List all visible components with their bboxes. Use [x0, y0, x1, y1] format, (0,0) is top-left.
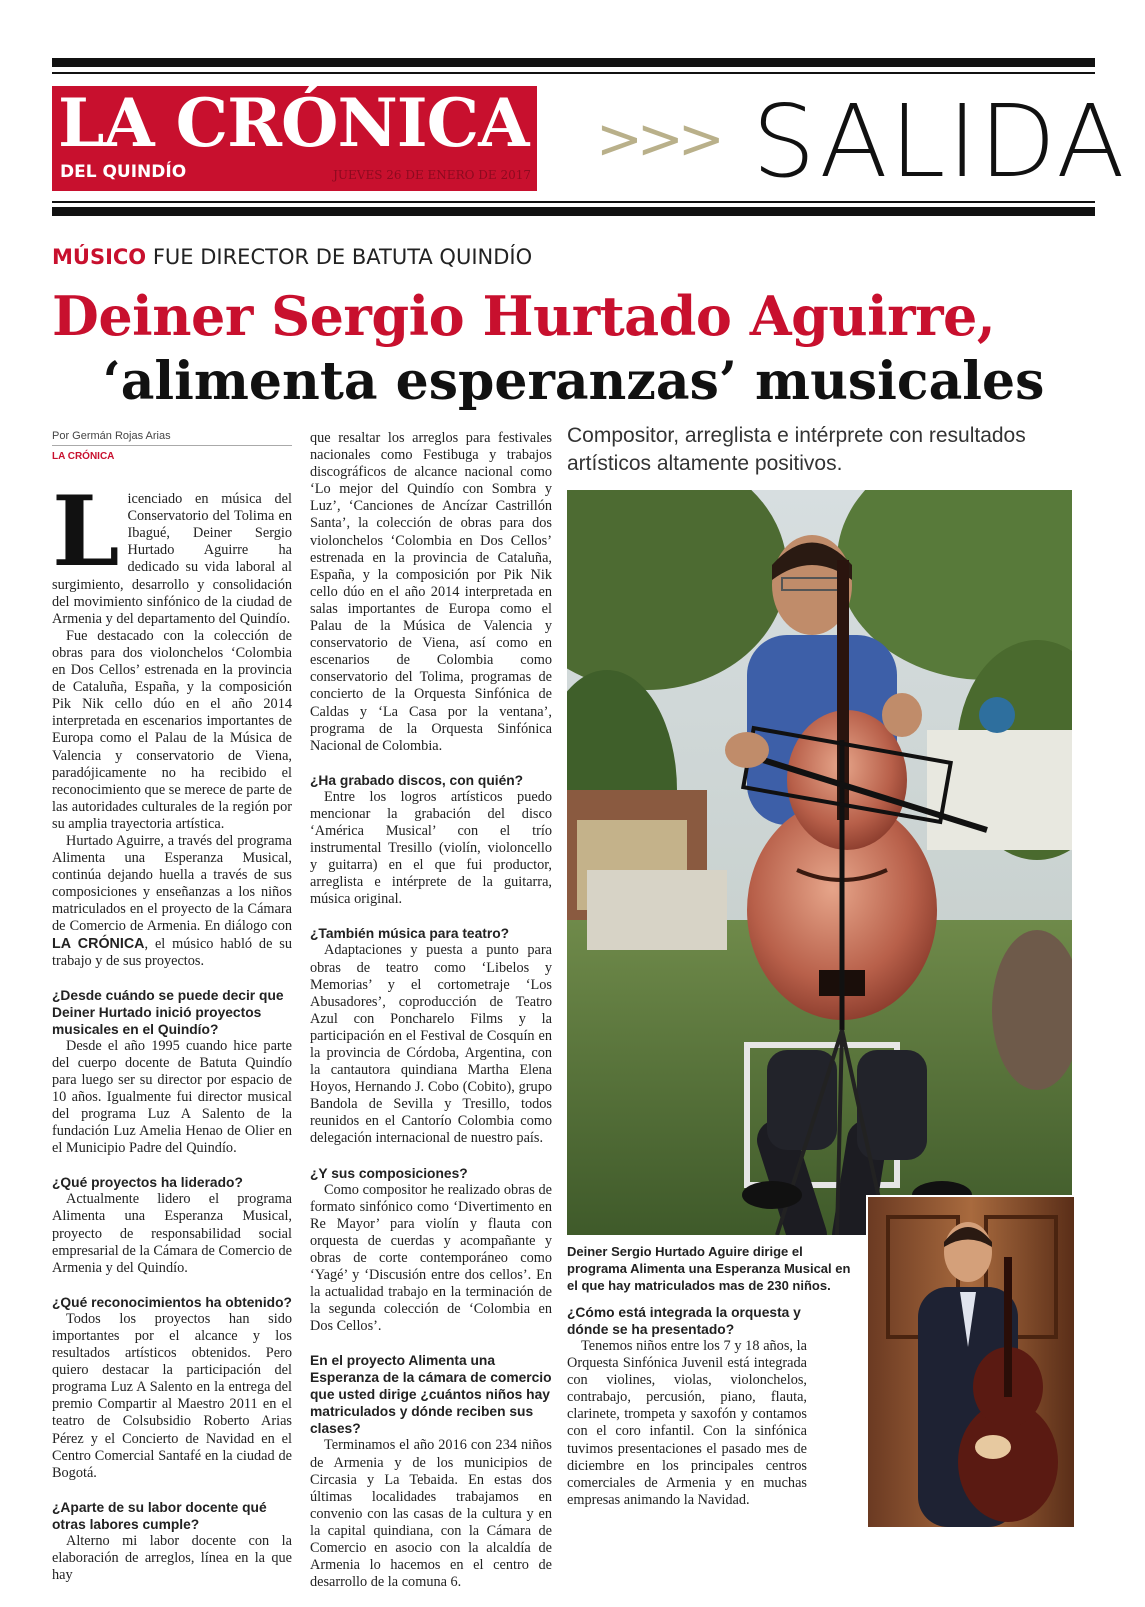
kicker-bold: MÚSICO	[52, 245, 147, 269]
paragraph: Hurtado Aguirre, a través del programa Alimenta una Esperanza Musical, continúa dejando huella a través de sus composiciones y enseñanzas a los niños matriculados en el proyecto de la Cámara de Comercio de Armenia. En diálogo con LA CRÓNICA, el músico habló de su trabajo y de sus proyectos.	[52, 832, 292, 969]
inline-brand: LA CRÓNICA	[52, 935, 145, 952]
answer: Alterno mi labor docente con la elaboración de arreglos, línea en la que hay	[52, 1532, 292, 1583]
top-rule-thick	[52, 58, 1095, 67]
question: En el proyecto Alimenta una Esperanza de la cámara de comercio que usted dirige ¿cuántos niños hay matriculados y dónde reciben sus clases?	[310, 1353, 552, 1437]
section-arrows: >>>	[596, 107, 719, 172]
section-title: SALIDA	[752, 83, 1127, 200]
photo-caption: Deiner Sergio Hurtado Aguire dirige el programa Alimenta una Esperanza Musical en el que hay matriculados mas de 230 niños.	[567, 1244, 851, 1293]
headline-line-2: ‘alimenta esperanzas’ musicales	[102, 351, 1045, 412]
paragraph: Fue destacado con la colección de obras para dos violonchelos ‘Colombia en Dos Cellos’ estrenada en la provincia de Cataluña, España, y la composición Pik Nik cello dúo en el año 2014 interpretada en escenarios importantes de Europa como el Palau de la Música de Valencia y conservatorio de Viena, paradójicamente no ha recibido el reconocimiento que se merece de parte de las autoridades culturales de la región por su amplia trayectoria artística.	[52, 627, 292, 832]
article-column-3	[567, 1304, 807, 1509]
cellist-photo-illustration	[567, 490, 1072, 1235]
byline-outlet: LA CRÓNICA	[52, 451, 115, 462]
cellist-portrait-illustration	[868, 1197, 1074, 1527]
question: ¿Qué proyectos ha liderado?	[52, 1175, 243, 1191]
question: ¿Y sus composiciones?	[310, 1165, 468, 1181]
deck-subtitle: Compositor, arreglista e intérprete con resultados artísticos altamente positivos.	[567, 424, 1026, 475]
article-column-2	[310, 430, 552, 1591]
headline-line-1: Deiner Sergio Hurtado Aguirre,	[52, 284, 996, 348]
cellist-photo	[567, 490, 1072, 1235]
kicker	[52, 244, 532, 270]
byline-author: Por Germán Rojas Arias	[52, 430, 292, 446]
answer: Entre los logros artísticos puedo mencionar la grabación del disco ‘América Musical’ con el trío instrumental Tresillo (violín, violoncello y guitarra) en el que fui productor, arreglista e intérprete de la guitarra, música original.	[310, 788, 552, 908]
answer: Adaptaciones y puesta a punto para obras de teatro como ‘Libelos y Memorias’ y el cortometraje ‘Los Abusadores’, coproducción de Teatro Azul con Poncharelo Films y la participación en el Festival de Cosquín en la provincia de Córdoba, Argentina, con la cantautora quindiana Martha Elena Hoyos, Hernando J. Cobo (Cobito), grupo Bandola de Sevilla y Tresillo, todos reunidos en el Cantorío Colombia como delegación internacional de nuestro país.	[310, 942, 552, 1147]
answer: Actualmente lidero el programa Alimenta una Esperanza Musical, proyecto de responsabilidad social empresarial de la Cámara de Comercio de Armenia y del Quindío.	[52, 1191, 292, 1276]
answer: Desde el año 1995 cuando hice parte del cuerpo docente de Batuta Quindío para luego ser su director por espacio de 10 años. Igualmente fui director musical del programa Luz A Salento de la fundación Luz Amelia Henao de Olier en el Municipio Padre del Quindío.	[52, 1037, 292, 1157]
kicker-text: FUE DIRECTOR DE BATUTA QUINDÍO	[146, 245, 533, 269]
header-rule-thin	[52, 201, 1095, 203]
cellist-portrait-photo	[866, 1195, 1076, 1529]
question: ¿También música para teatro?	[310, 926, 510, 942]
question: ¿Qué reconocimientos ha obtenido?	[52, 1294, 292, 1310]
question: ¿Cómo está integrada la orquesta y dónde se ha presentado?	[567, 1305, 801, 1337]
answer: Como compositor he realizado obras de formato sinfónico como ‘Divertimento en Re Mayor’ para violín y flauta con orquesta de cuerdas y acompañante y obras de corte contemporáneo como ‘Yagé’ y ‘Discusión entre dos cellos’. En la actualidad trabajo en la terminación de la segunda colección de ‘Colombia en Dos Cellos’.	[310, 1181, 552, 1335]
paragraph: que resaltar los arreglos para festivales nacionales como Festibuga y trabajos discográficos de alcance nacional como ‘Lo mejor del Quindío con Sombra y Luz’, ‘Canciones de Ancízar Castrillón Santa’, la colección de obras para dos violonchelos ‘Colombia en Dos Cellos’ estrenada en la provincia de Cataluña, España, y la composición por Pik Nik cello dúo en el año 2014 interpretada en salas importantes de Europa como el Palau de la Música de Valencia y conservatorio de Viena, así como en escenarios de Colombia como conservatorio del Tolima, programas de concierto de la Orquesta Sinfónica de Caldas y ‘La Casa por la ventana’, programa de la Orquesta Sinfónica Nacional de Colombia.	[310, 430, 552, 754]
masthead-name: LA CRÓNICA	[58, 84, 529, 162]
article-column-1	[52, 430, 292, 1584]
answer: Todos los proyectos han sido importantes por el alcance y los resultados artísticos obtenidos. Pero quiero destacar la participación del programa Luz A Salento en la entrega del premio Compartir al Maestro 2011 en el teatro de Colsubsidio Roberto Arias Pérez y el Concierto de Navidad en el Centro Comercial Santafé en la ciudad de Bogotá.	[52, 1310, 292, 1481]
answer: Terminamos el año 2016 con 234 niños de Armenia y de los municipios de Circasia y La Tebaida. En estas dos últimas localidades trabajamos en convenio con las casas de la cultura y en la capital quindiana, con la Cámara de Comercio en asocio con la alcaldía de Armenia lo hacemos en el centro de desarrollo de la comuna 6.	[310, 1437, 552, 1591]
masthead-logo	[52, 86, 537, 191]
issue-date: JUEVES 26 DE ENERO DE 2017	[333, 168, 531, 182]
question: ¿Aparte de su labor docente qué otras labores cumple?	[52, 1499, 267, 1532]
masthead-subtitle: DEL QUINDÍO	[60, 162, 187, 182]
question: ¿Desde cuándo se puede decir que Deiner Hurtado inició proyectos musicales en el Quindío?	[52, 987, 284, 1037]
top-rule-thin	[52, 72, 1095, 74]
answer: Tenemos niños entre los 7 y 18 años, la Orquesta Sinfónica Juvenil está integrada con violines, violas, violonchelos, contrabajo, percusión, piano, flauta, clarinete, trompeta y saxofón y contamos con el coro infantil. Con la sinfónica tuvimos presentaciones el pasado mes de diciembre en los principales centros comerciales de Armenia y en muchas empresas animando la Navidad.	[567, 1338, 807, 1508]
paragraph: Licenciado en música del Conservatorio del Tolima en Ibagué, Deiner Sergio Hurtado Aguirre ha dedicado su vida laboral al surgimiento, desarrollo y consolidación del movimiento sinfónico de la ciudad de Armenia y del departamento del Quindío.	[52, 475, 292, 627]
header-rule-thick	[52, 207, 1095, 216]
drop-cap: L	[52, 475, 120, 589]
question: ¿Ha grabado discos, con quién?	[310, 772, 524, 788]
